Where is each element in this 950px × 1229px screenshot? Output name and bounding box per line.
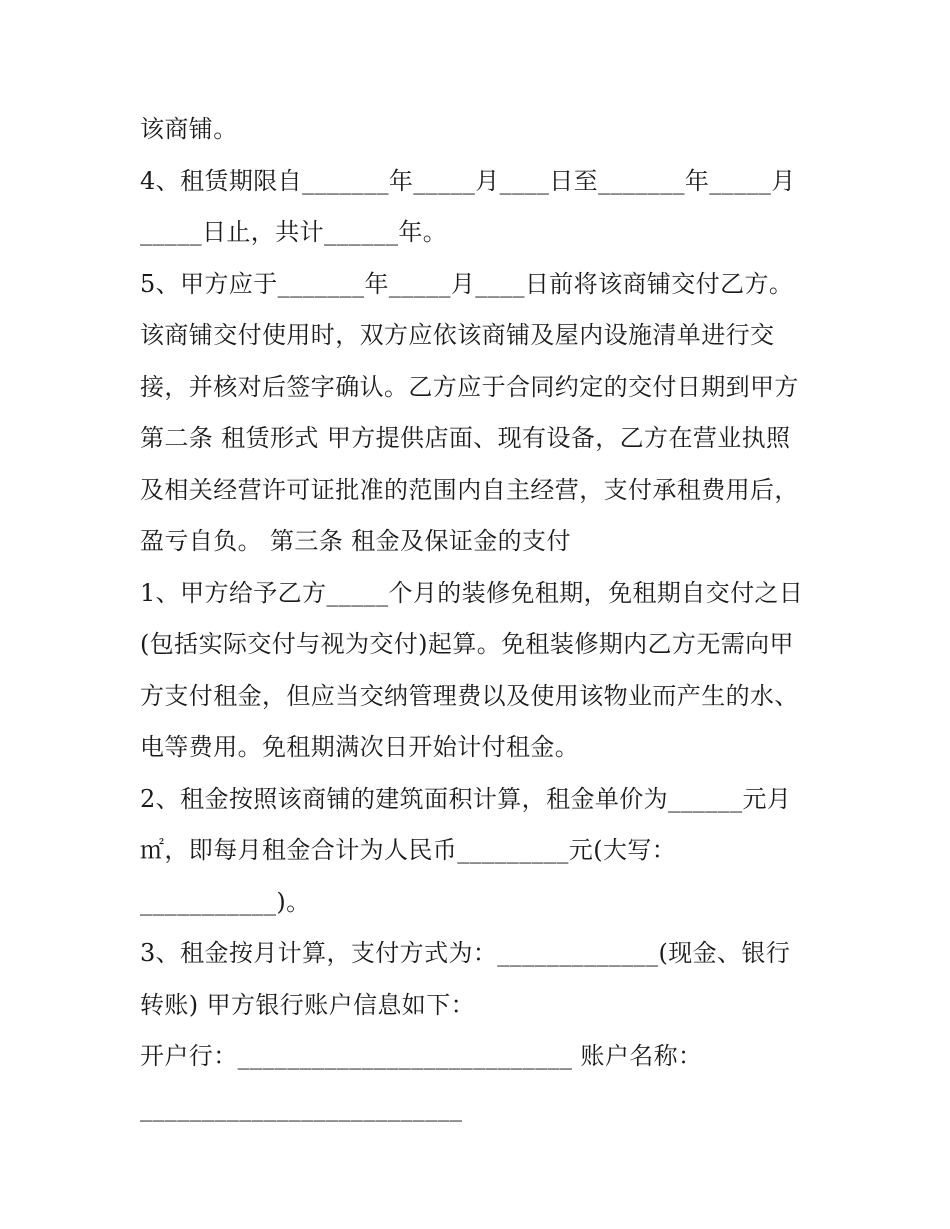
text-line: 该商铺交付使用时，双方应依该商铺及屋内设施清单进行交 <box>140 321 775 349</box>
text-line: ___________)。 <box>140 887 311 916</box>
text-line: 4、租赁期限自_______年_____月____日至_______年_____月 <box>140 166 796 195</box>
text-line: (包括实际交付与视为交付)起算。免租装修期内乙方无需向甲 <box>140 630 794 658</box>
text-line: 5、甲方应于_______年_____月____日前将该商铺交付乙方。 <box>140 269 794 298</box>
text-line: __________________________ <box>140 1093 463 1122</box>
text-line: ㎡，即每月租金合计为人民币_________元(大写： <box>140 836 677 864</box>
text-line: 1、甲方给予乙方_____个月的装修免租期，免租期自交付之日 <box>140 578 804 607</box>
text-line: 2、租金按照该商铺的建筑面积计算，租金单价为______元月 <box>140 784 792 813</box>
text-line: 3、租金按月计算，支付方式为：_____________(现金、银行 <box>140 939 791 967</box>
text-line: 转账) 甲方银行账户信息如下： <box>140 990 475 1019</box>
text-line: 电等费用。免租期满次日开始计付租金。 <box>140 733 580 761</box>
text-line: 开户行：___________________________ 账户名称： <box>140 1042 703 1070</box>
contract-text <box>140 109 820 1139</box>
text-line: 第二条 租赁形式 甲方提供店面、现有设备，乙方在营业执照 <box>140 424 791 452</box>
text-line: 接，并核对后签字确认。乙方应于合同约定的交付日期到甲方 <box>140 372 799 401</box>
text-line: 方支付租金，但应当交纳管理费以及使用该物业而产生的水、 <box>140 681 799 710</box>
text-line: 盈亏自负。 第三条 租金及保证金的支付 <box>140 527 571 555</box>
text-line: 及相关经营许可证批准的范围内自主经营，支付承租费用后， <box>140 475 799 504</box>
text-line: _____日止，共计______年。 <box>140 218 448 246</box>
text-line: 该商铺。 <box>140 115 238 143</box>
